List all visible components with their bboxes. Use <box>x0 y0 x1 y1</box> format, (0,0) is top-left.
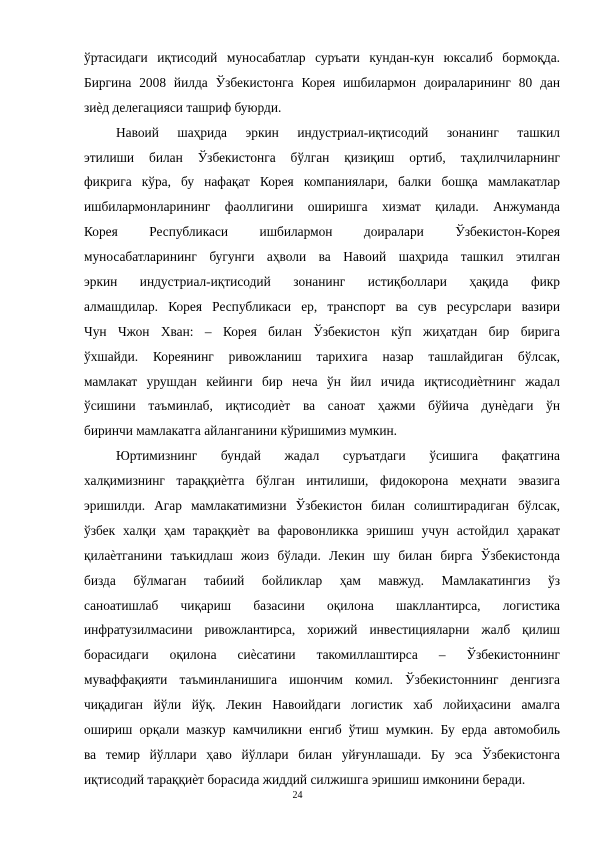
text-line: ва темир йўллари ҳаво йўллари билан уйғунлашади. Бу эса Ўзбекистонга <box>84 746 560 762</box>
text-line: эркин индустриал-иқтисодий зонанинг истиқболлари ҳақида фикр <box>84 274 560 290</box>
text-line: бизда бўлмаган табиий бойликлар ҳам мавжуд. Мамлакатингиз ўз <box>84 572 560 588</box>
text-line: ўртасидаги иқтисодий муносабатлар суръати кундан-кун юксалиб бормоқда. <box>84 50 560 65</box>
text-line: Биргина 2008 йилда Ўзбекистонга Корея ишбилармон доираларининг 80 дан <box>84 74 560 90</box>
text-line: эришилди. Агар мамлакатимизни Ўзбекистон билан солиштирадиган бўлсак, <box>84 498 560 514</box>
paragraph-3 <box>84 444 560 792</box>
text-line: Юртимизнинг бундай жадал суръатдаги ўсишига фақатгина <box>116 448 560 464</box>
text-line: иқтисодий тараққиѐт борасида жиддий силжишга эришиш имконини беради. <box>84 771 526 787</box>
text-line: чиқадиган йўли йўқ. Лекин Навоийдаги логистик хаб лойиҳасини амалга <box>84 697 560 713</box>
text-line: Навоий шаҳрида эркин индустриал-иқтисодий зонанинг ташкил <box>116 124 560 140</box>
page-number: 24 <box>292 790 303 801</box>
text-line: ишбилармонларининг фаоллигини оширишга хизмат қилади. Анжуманда <box>84 199 560 215</box>
text-line: Чун Чжон Хван: – Корея билан Ўзбекистон кўп жиҳатдан бир бирига <box>84 323 560 339</box>
text-line: муносабатларининг бугунги аҳволи ва Навоий шаҳрида ташкил этилган <box>84 249 560 265</box>
text-line: ўзбек халқи ҳам тараққиѐт ва фаровонликка эришиш учун астойдил ҳаракат <box>84 522 560 538</box>
text-line: зиѐд делегацияси ташриф буюрди. <box>84 99 282 115</box>
text-line: саноатишлаб чиқариш базасини оқилона шакллантирса, логистика <box>84 597 560 613</box>
text-line: қилаѐтганини таъкидлаш жоиз бўлади. Лекин шу билан бирга Ўзбекистонда <box>84 547 560 563</box>
text-line: инфратузилмасини ривожлантирса, хорижий инвестицияларни жалб қилиш <box>84 622 560 638</box>
text-line: ўхшайди. Кореянинг ривожланиш тарихига назар ташлайдиган бўлсак, <box>84 348 560 364</box>
text-line: этилиши билан Ўзбекистонга бўлган қизиқиш ортиб, таҳлилчиларнинг <box>84 149 560 165</box>
text-line: халқимизнинг тараққиѐтга бўлган интилиши, фидокорона меҳнати эвазига <box>84 473 560 489</box>
text-line: мамлакат урушдан кейинги бир неча ўн йил ичида иқтисодиѐтнинг жадал <box>84 373 560 389</box>
text-line: Корея Республикаси ишбилармон доиралари Ўзбекистон-Корея <box>84 224 560 240</box>
text-line: ошириш орқали мазкур камчиликни енгиб ўтиш мумкин. Бу ерда автомобиль <box>84 722 560 738</box>
paragraph-2 <box>84 121 560 445</box>
text-line: борасидаги оқилона сиѐсатини такомиллаштирса – Ўзбекистоннинг <box>84 647 560 663</box>
text-line: алмашдилар. Корея Республикаси ер, транспорт ва сув ресурслари вазири <box>84 298 560 314</box>
text-line: фикрига кўра, бу нафақат Корея компаниялари, балки бошқа мамлакатлар <box>84 174 560 190</box>
paragraph-1 <box>84 46 560 121</box>
text-line: ўсишини таъминлаб, иқтисодиѐт ва саноат ҳажми бўйича дунѐдаги ўн <box>84 398 560 414</box>
text-line: биринчи мамлакатга айланганини кўришимиз мумкин. <box>84 423 398 439</box>
text-line: муваффақияти таъминланишига ишончим комил. Ўзбекистоннинг денгизга <box>84 672 560 688</box>
document-body <box>84 46 560 793</box>
